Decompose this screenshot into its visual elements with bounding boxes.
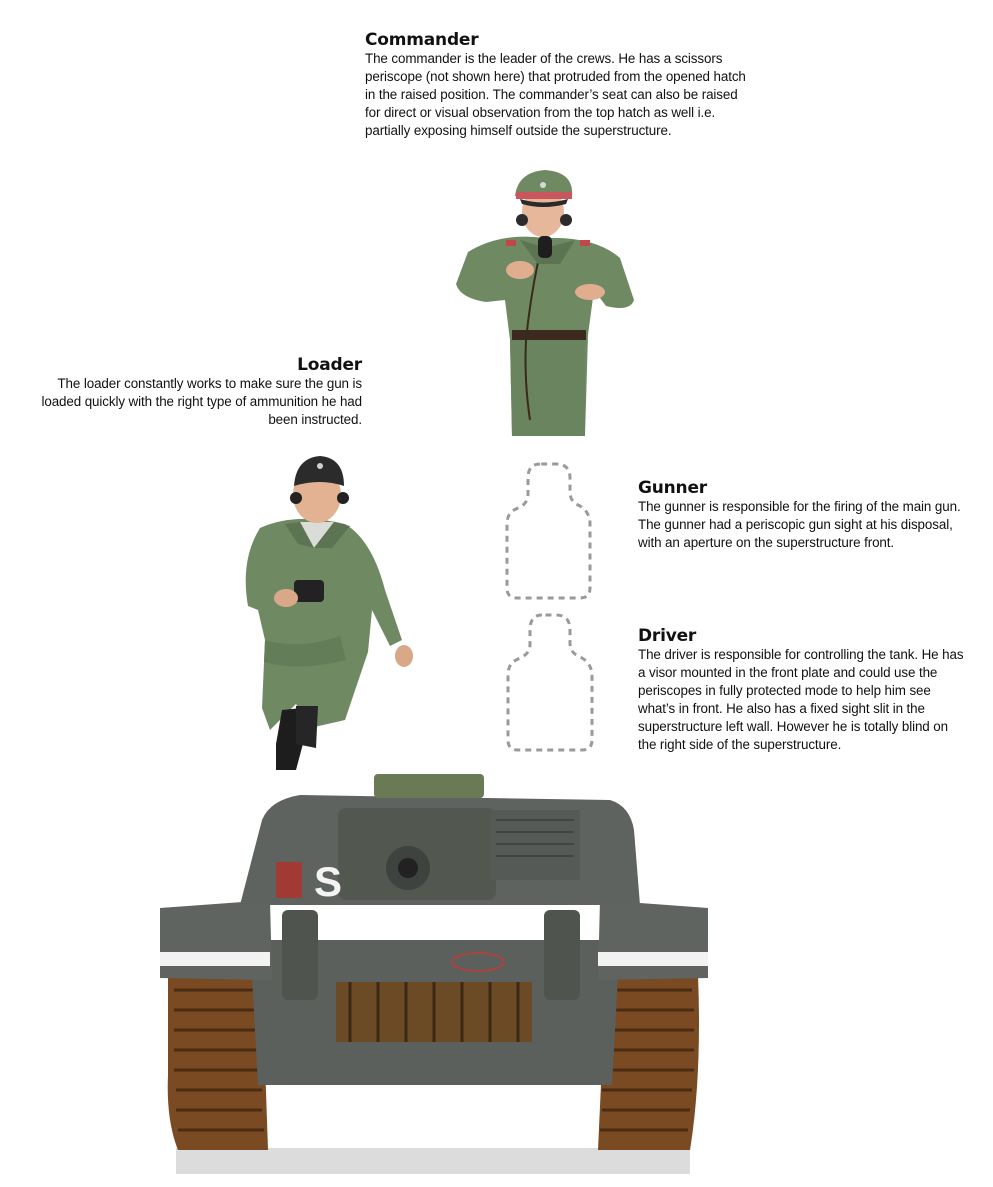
commander-heading: Commander	[365, 30, 479, 50]
loader-text: The loader constantly works to make sure the gun is loaded quickly with the right type of ammunition he had been instructed.	[41, 376, 362, 427]
gunner-heading: Gunner	[638, 478, 707, 498]
driver-placeholder-outline	[508, 615, 592, 750]
gunner-text: The gunner is responsible for the firing of the main gun. The gunner had a periscopic gun sight at his disposal, with an aperture on the superstructure front.	[638, 499, 961, 550]
tank-model	[160, 774, 708, 1174]
commander-text: The commander is the leader of the crews. He has a scissors periscope (not shown here) that protruded from the opened hatch in the raised position. The commander’s seat can also be raised for direct or visual observation from the top hatch as well i.e. partially exposing himself outside the superstructure.	[365, 51, 746, 138]
commander-figure	[456, 170, 634, 436]
tank-marking: S	[313, 858, 343, 905]
driver-text: The driver is responsible for controlling the tank. He has a visor mounted in the front plate and could use the periscopes in fully protected mode to help him see what’s in front. He also has a fixed sight slit in the superstructure left wall. However he is totally blind on the right side of the superstructure.	[638, 647, 964, 752]
loader-figure	[246, 456, 413, 770]
loader-heading: Loader	[297, 355, 362, 375]
driver-heading: Driver	[638, 626, 697, 646]
gunner-placeholder-outline	[507, 464, 590, 598]
